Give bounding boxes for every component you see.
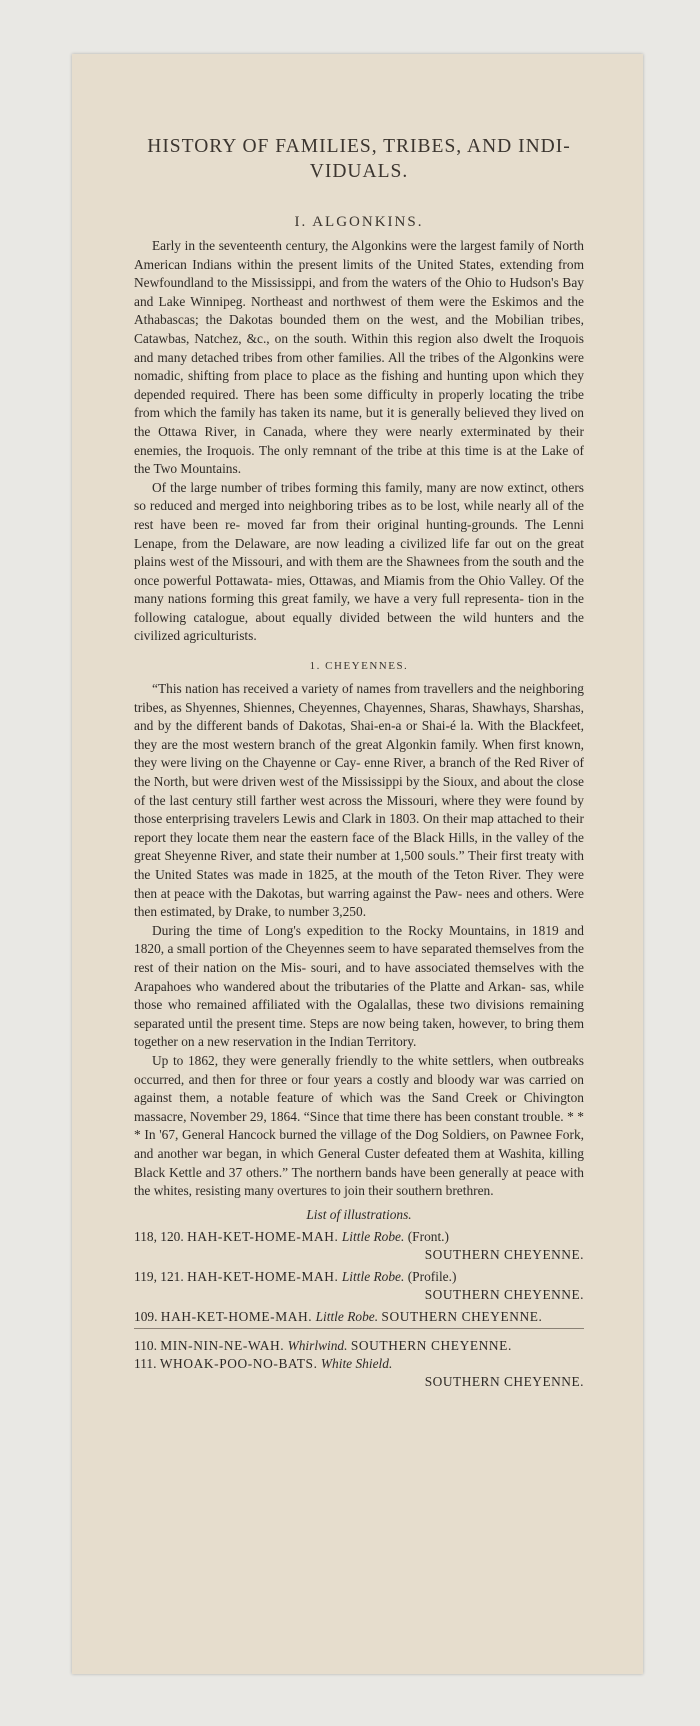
illustration-tribe: SOUTHERN CHEYENNE. xyxy=(381,1308,543,1324)
illustration-numbers: 109. xyxy=(134,1308,158,1324)
page-title: HISTORY OF FAMILIES, TRIBES, AND INDI- VIDUALS. xyxy=(147,136,571,182)
section-heading: I. ALGONKINS. xyxy=(294,214,424,230)
illustration-numbers: 111. xyxy=(134,1355,157,1371)
illustration-numbers: 110. xyxy=(134,1337,157,1353)
illustration-tribe: SOUTHERN CHEYENNE. xyxy=(424,1373,584,1389)
illustration-meaning: White Shield. xyxy=(320,1355,393,1371)
algonkins-paragraph-1: Early in the seventeenth century, the Algonkins were the largest family of North American Indians within the present limits of the United States, extending from Newfoundland to the Mississippi, and from the waters of the Ohio to Hudson's Bay and Lake Winnipeg. Northeast and northwest of them were the Eskimos and the Athabascas; the Dakotas bounded them on the west, and the Mobilian tribes, Catawbas, Natchez, &c., on the south. Within this region also dwelt the Iroquois and many detached tribes from other families. All the tribes of the Algonkins were nomadic, shifting from place to place as the fishing and hunting upon which they depended required. There has been some difficulty in properly locating the tribe from which the family has taken its name, but it is generally believed they lived on the Ottawa River, in Canada, where they were nearly exterminated by their enemies, the Iroquois. The only remnant of the tribe at this time is at the Lake of the Two Mountains. xyxy=(134,238,584,477)
subsection-heading: 1. CHEYENNES. xyxy=(309,660,409,673)
cheyenne-paragraph-3: Up to 1862, they were generally friendly to the white settlers, when outbreaks occurred, and then for three or four years a costly and bloody war was carried on against them, a notable feature of which was the Sand Creek or Chivington massacre, November 29, 1864. “Since that time there has been constant trouble. * * * In '67, General Hancock burned the village of the Dog Soldiers, on Pawnee Fork, and another war began, in which General Custer defeated them at Washita, killing Black Kettle and 37 others.” The northern bands have been generally at peace with the whites, resisting many overtures to join their southern brethren. xyxy=(134,1052,584,1199)
illustration-tribe: SOUTHERN CHEYENNE. xyxy=(424,1246,584,1262)
document-content xyxy=(134,134,584,1395)
illustration-line xyxy=(134,1308,584,1329)
illustration-note: (Front.) xyxy=(407,1228,449,1244)
illustration-line xyxy=(134,1228,584,1246)
illustration-tribe: SOUTHERN CHEYENNE. xyxy=(350,1337,512,1353)
illustration-meaning: Whirlwind. xyxy=(287,1337,348,1353)
illustration-name: WHOAK-POO-NO-BATS. xyxy=(159,1355,318,1371)
illustration-note: (Profile.) xyxy=(407,1268,457,1284)
illustration-tribe: SOUTHERN CHEYENNE. xyxy=(424,1286,584,1302)
illustration-name: HAH-KET-HOME-MAH. xyxy=(187,1228,339,1244)
cheyenne-paragraph-2: During the time of Long's expedition to the Rocky Mountains, in 1819 and 1820, a small portion of the Cheyennes seem to have separated themselves from the rest of their nation on the Mis- souri, and to have associated themselves with the Arapahoes who wandered about the tributaries of the Platte and Arkan- sas, while those who remained affiliated with the Ogalallas, these two divisions remaining separated until the present time. Steps are now being taken, however, to bring them together on a new reservation in the Indian Territory. xyxy=(134,922,584,1050)
document-page xyxy=(72,54,643,1674)
illustration-entry xyxy=(134,1268,584,1304)
cheyenne-paragraph-1: “This nation has received a variety of names from travellers and the neighboring tribes, as Shyennes, Shiennes, Cheyennes, Chayennes, Sharas, Shawhays, Sharshas, and by the different bands of Dakotas, Shai-en-a or Shai-é la. With the Blackfeet, they are the most western branch of the great Algonkin family. When first known, they were living on the Chayenne or Cay- enne River, a branch of the Red River of the North, but were driven west of the Mississippi by the Sioux, and about the close of the last century still farther west across the Missouri, where they were found by those enterprising travelers Lewis and Clark in 1803. On their map attached to their report they locate them near the eastern face of the Black Hills, in the valley of the great Sheyenne River, and state their number at 1,500 souls.” Their first treaty with the United States was made in 1825, at the mouth of the Teton River. They were then at peace with the Dakotas, but warring against the Paw- nees and others. Were then estimated, by Drake, to number 3,250. xyxy=(134,681,584,920)
illustrations-title: List of illustrations. xyxy=(306,1206,412,1222)
illustration-meaning: Little Robe. xyxy=(341,1268,405,1284)
illustration-numbers: 119, 121. xyxy=(134,1268,184,1284)
illustration-name: HAH-KET-HOME-MAH. xyxy=(187,1268,339,1284)
illustration-entry xyxy=(134,1355,584,1391)
illustration-name: HAH-KET-HOME-MAH. xyxy=(160,1308,313,1324)
illustration-line xyxy=(134,1268,584,1286)
illustration-entry xyxy=(134,1228,584,1264)
illustration-name: MIN-NIN-NE-WAH. xyxy=(160,1337,285,1353)
illustration-line xyxy=(134,1355,584,1373)
illustration-numbers: 118, 120. xyxy=(134,1228,184,1244)
illustrations-list xyxy=(134,1228,584,1391)
illustration-line xyxy=(134,1337,584,1355)
illustration-meaning: Little Robe. xyxy=(315,1308,379,1324)
algonkins-paragraph-2: Of the large number of tribes forming this family, many are now extinct, others so reduced and merged into neighboring tribes as to be lost, while nearly all of the rest have been re- moved far from their original hunting-grounds. The Lenni Lenape, from the Delaware, are now leading a civilized life far out on the great plains west of the Missouri, and with them are the Shawnees from the south and the once powerful Pottawata- mies, Ottawas, and Miamis from the Ohio Valley. Of the many nations forming this great family, we have a very full representa- tion in the following catalogue, about equally divided between the wild hunters and the civilized agriculturists. xyxy=(134,479,584,644)
illustration-meaning: Little Robe. xyxy=(341,1228,405,1244)
